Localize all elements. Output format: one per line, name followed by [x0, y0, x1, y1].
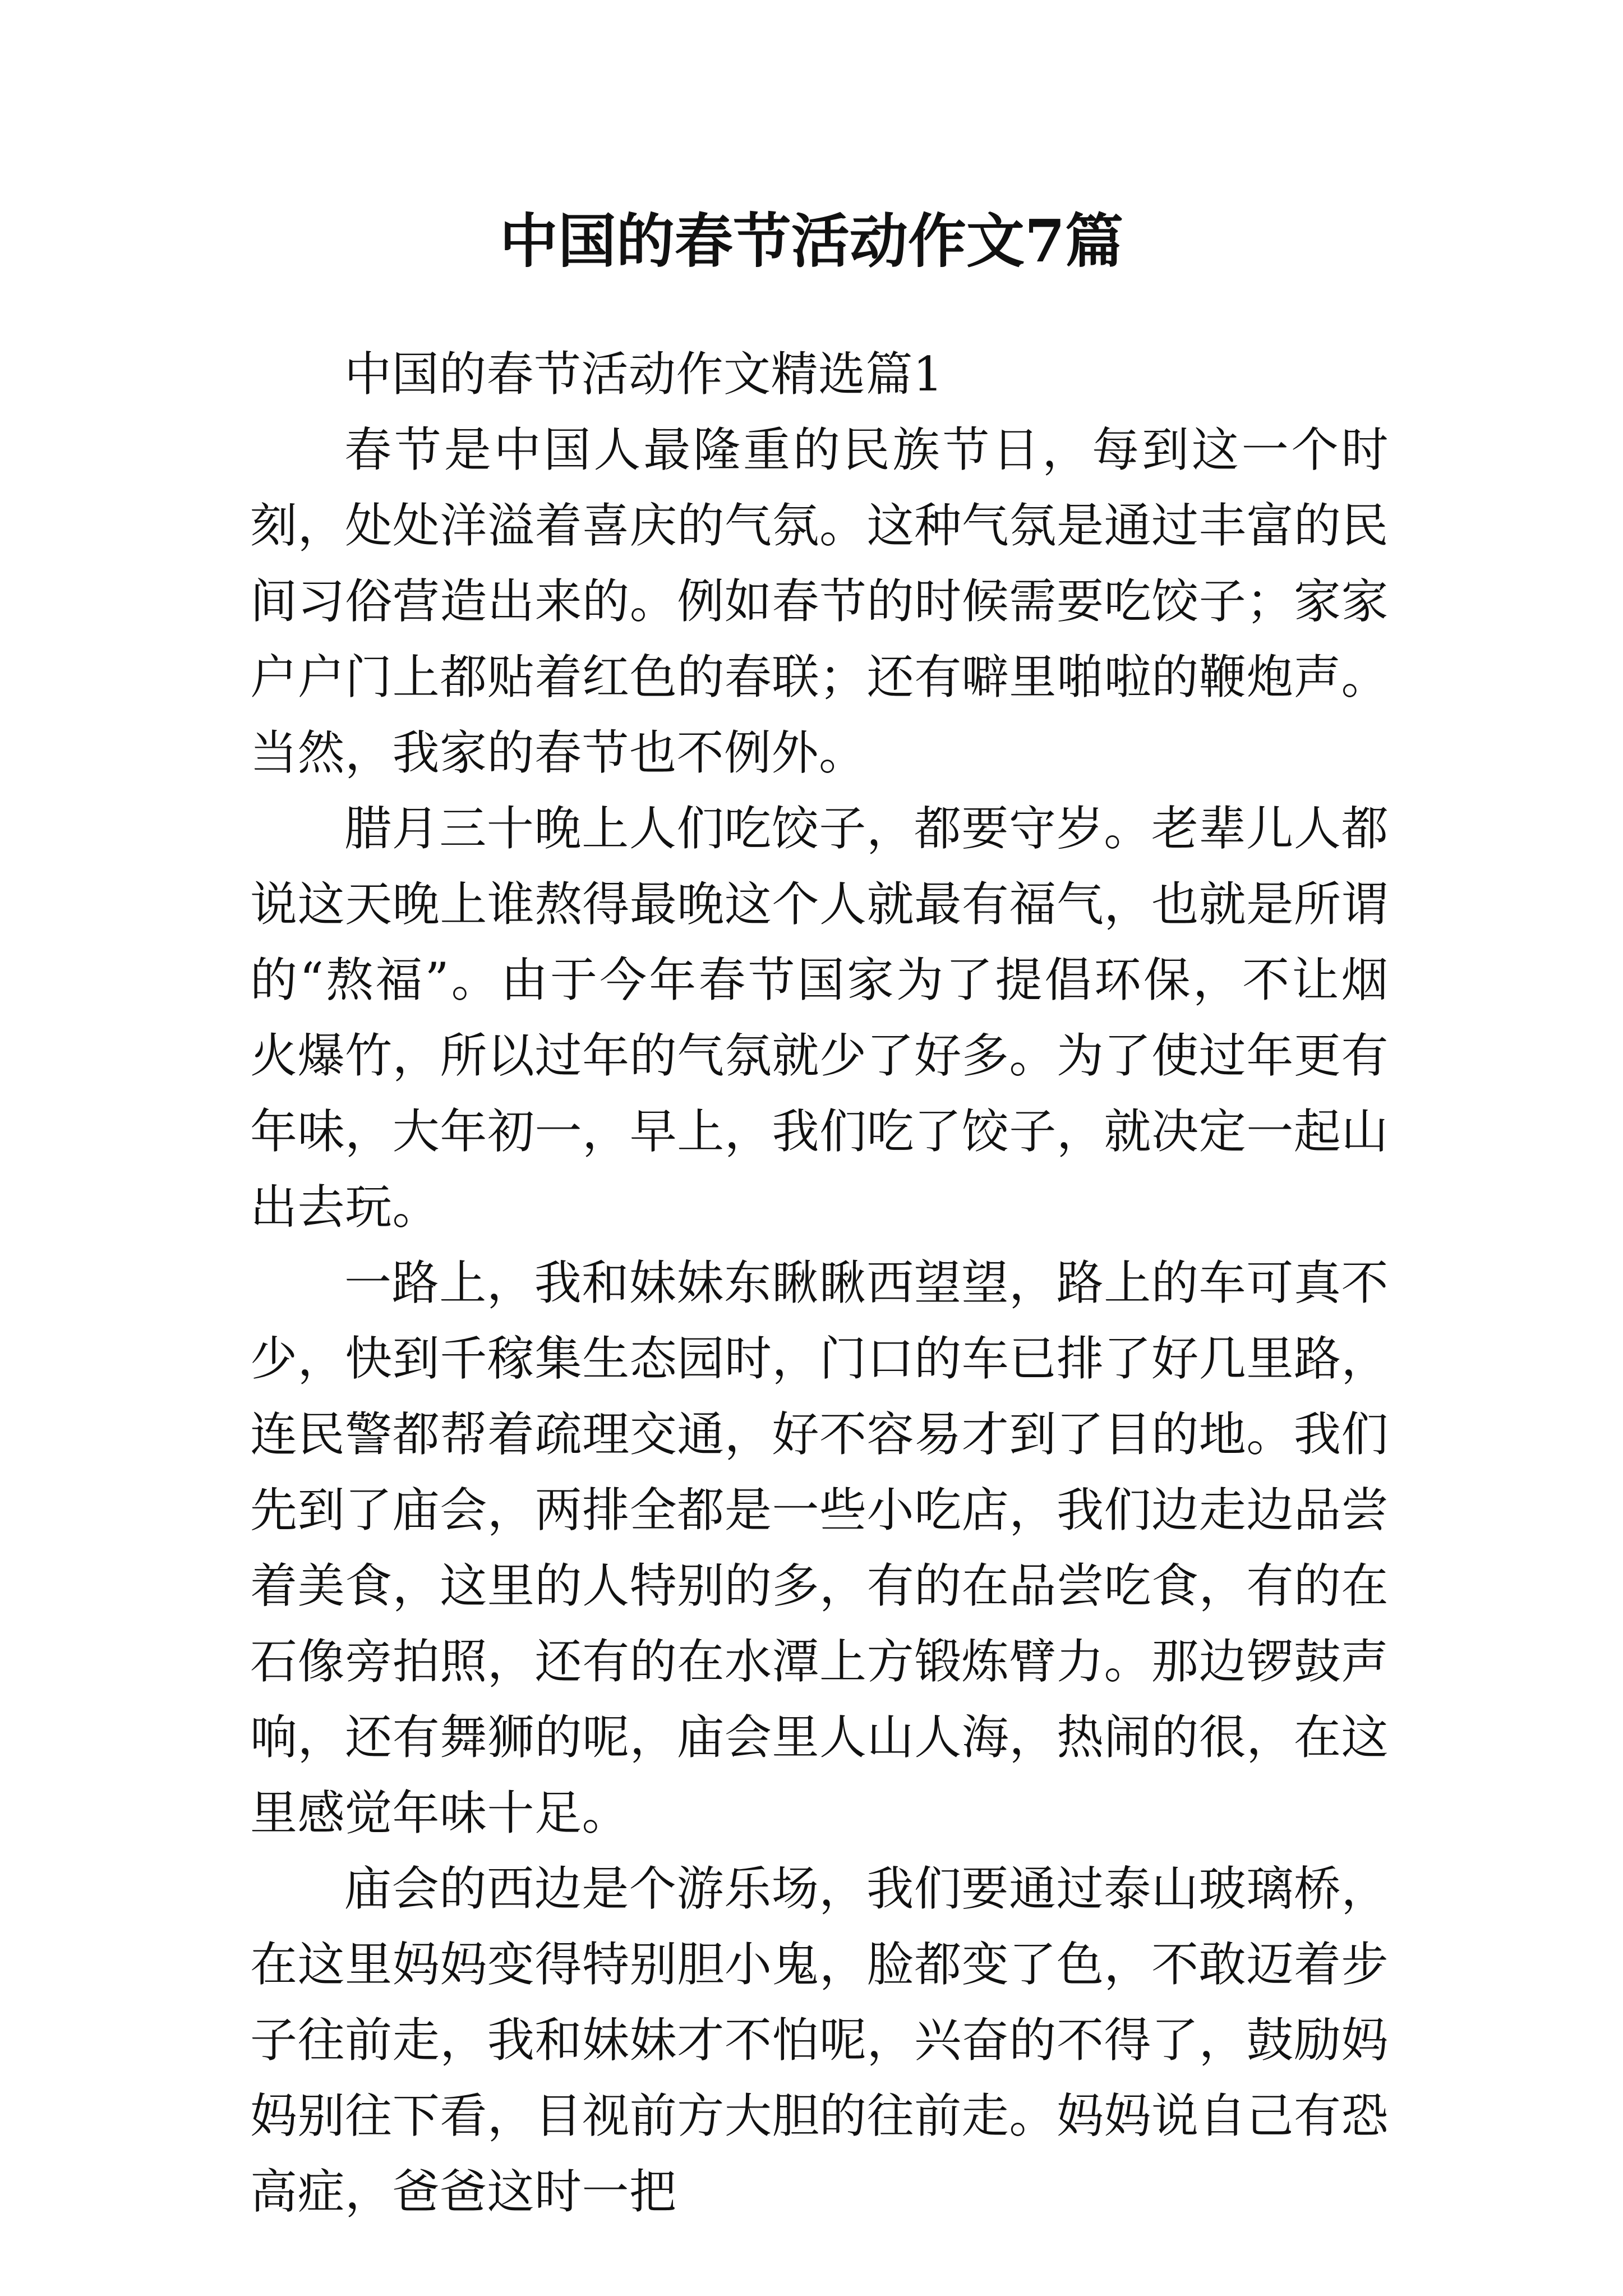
paragraph-3: 一路上，我和妹妹东瞅瞅西望望，路上的车可真不少，快到千稼集生态园时，门口的车已排了好几里路，连民警都帮着疏理交通，好不容易才到了目的地。我们先到了庙会，两排全都是一些小吃店，我们边走边品尝着美食，这里的人特别的多，有的在品尝吃食，有的在石像旁拍照，还有的在水潭上方锻炼臂力。那边锣鼓声响，还有舞狮的呢，庙会里人山人海，热闹的很，在这里感觉年味十足。 [250, 1255, 1389, 1841]
section-heading: 中国的春节活动作文精选篇1 [344, 347, 943, 402]
paragraph-2: 腊月三十晚上人们吃饺子，都要守岁。老辈儿人都说这天晚上谁熬得最晚这个人就最有福气，也就是所谓的“熬福”。由于今年春节国家为了提倡环保，不让烟火爆竹，所以过年的气氛就少了好多。为了使过年更有年味，大年初一，早上，我们吃了饺子，就决定一起山出去玩。 [250, 801, 1389, 1235]
paragraph-4: 庙会的西边是个游乐场，我们要通过泰山玻璃桥，在这里妈妈变得特别胆小鬼，脸都变了色，不敢迈着步子往前走，我和妹妹才不怕呢，兴奋的不得了，鼓励妈妈别往下看，目视前方大胆的往前走。妈妈说自己有恐高症，爸爸这时一把 [250, 1861, 1389, 2219]
document-body [250, 337, 1389, 2230]
document-title: 中国的春节活动作文7篇 [499, 206, 1124, 275]
paragraph-1: 春节是中国人最隆重的民族节日，每到这一个时刻，处处洋溢着喜庆的气氛。这种气氛是通过丰富的民间习俗营造出来的。例如春节的时候需要吃饺子；家家户户门上都贴着红色的春联；还有噼里啪啦的鞭炮声。当然，我家的春节也不例外。 [250, 422, 1389, 780]
